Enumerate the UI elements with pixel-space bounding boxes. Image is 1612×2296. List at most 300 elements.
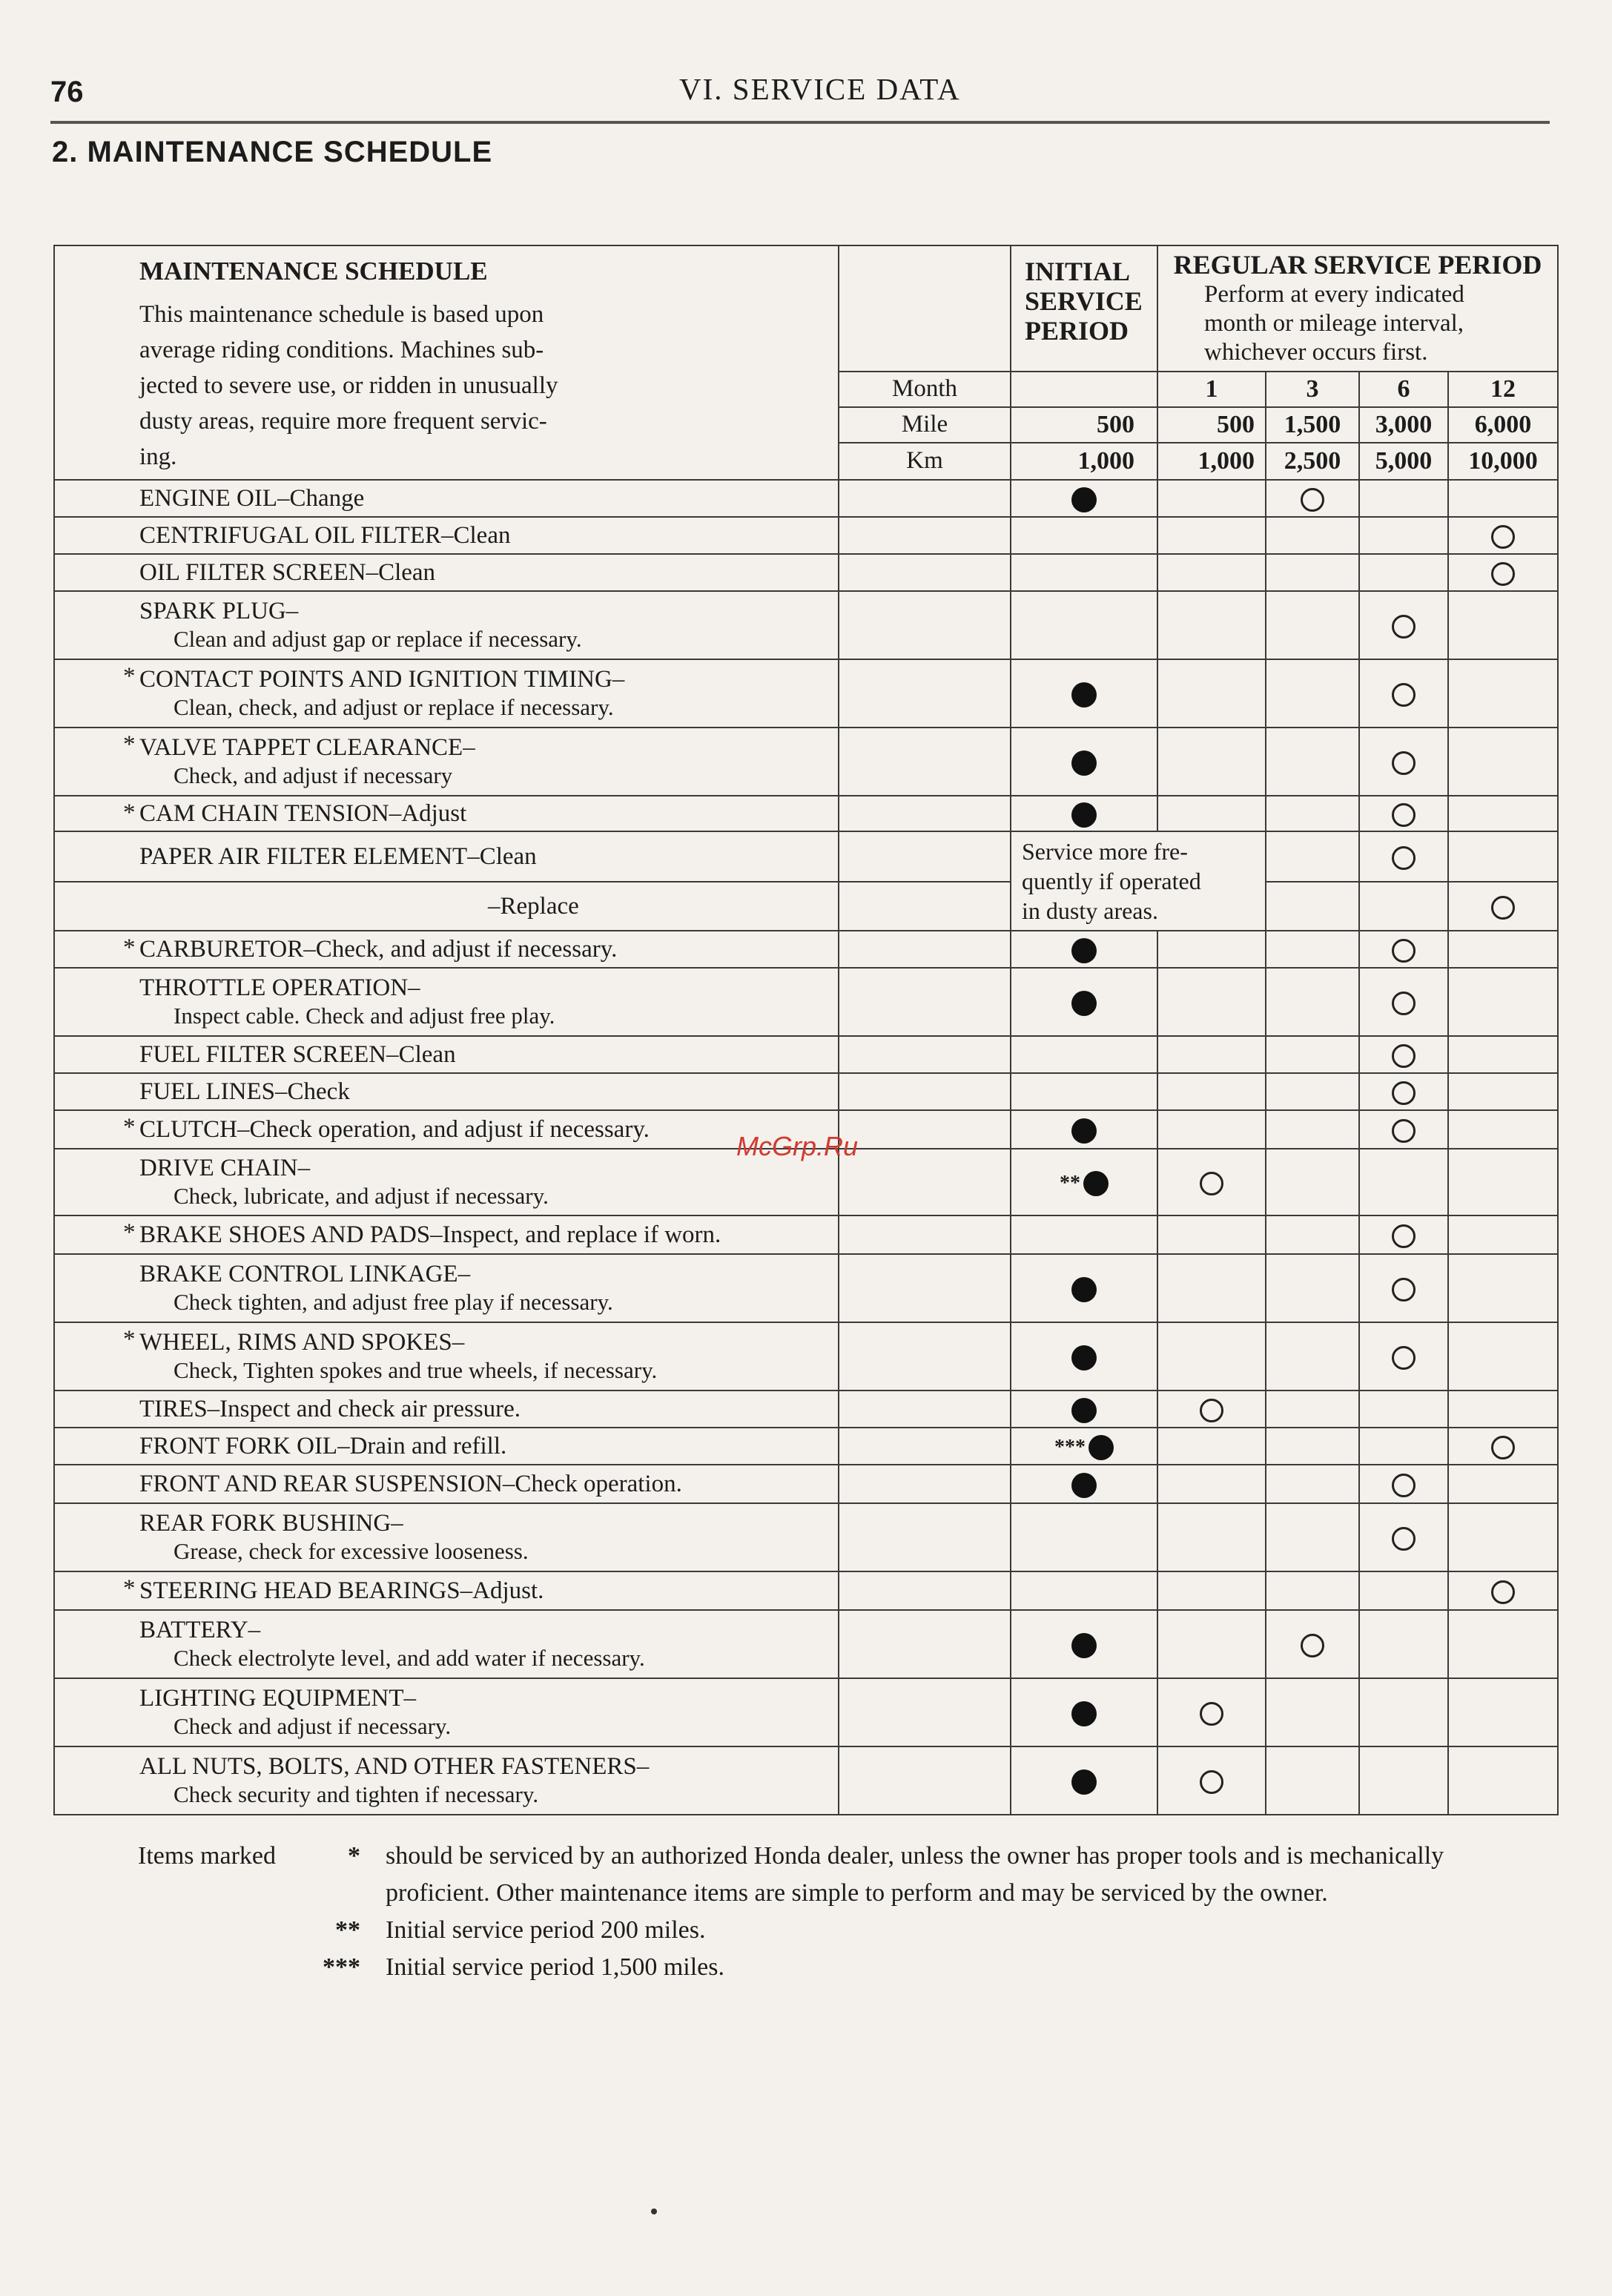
item-cell [54, 1036, 839, 1073]
units-cell [839, 480, 1011, 517]
item-title: VALVE TAPPET CLEARANCE– [139, 734, 475, 761]
open-circle-icon [1392, 803, 1416, 827]
period-12-cell [1448, 728, 1558, 796]
initial-service-cell [1011, 931, 1157, 968]
period-3-cell [1266, 1391, 1359, 1428]
footnote-symbol: * [348, 1842, 360, 1870]
period-3-cell [1266, 1428, 1359, 1465]
intro-line: dusty areas, require more frequent servic- [139, 408, 547, 435]
open-circle-icon [1301, 488, 1324, 512]
period-1-cell [1157, 1322, 1266, 1391]
period-3-cell [1266, 968, 1359, 1036]
intro-line: average riding conditions. Machines sub- [139, 337, 544, 363]
table-row [54, 931, 1558, 968]
item-title: BRAKE SHOES AND PADS–Inspect, and replace if worn. [139, 1221, 721, 1248]
table-row [54, 554, 1558, 591]
period-6-cell [1359, 1465, 1448, 1503]
km-value: 10,000 [1448, 443, 1558, 480]
units-cell [839, 1571, 1011, 1610]
initial-service-cell [1011, 1610, 1157, 1678]
period-1-cell [1157, 968, 1266, 1036]
dusty-areas-note: Service more fre- quently if operated in dusty areas. [1011, 831, 1266, 931]
regular-line: Perform at every indicated [1204, 281, 1464, 308]
initial-service-cell [1011, 728, 1157, 796]
period-6-cell [1359, 831, 1448, 882]
initial-month-cell [1011, 372, 1157, 407]
filled-dot-icon [1089, 1435, 1114, 1460]
units-cell [839, 1746, 1011, 1815]
dealer-service-mark: * [123, 731, 136, 758]
table-row [54, 1465, 1558, 1503]
filled-dot-icon [1071, 938, 1097, 963]
units-cell [839, 1149, 1011, 1215]
open-circle-icon [1392, 1346, 1416, 1370]
item-description: Clean, check, and adjust or replace if necessary. [174, 694, 614, 720]
units-cell [839, 1110, 1011, 1149]
period-3-cell [1266, 517, 1359, 554]
item-cell [54, 882, 839, 931]
item-title: FRONT FORK OIL–Drain and refill. [139, 1433, 507, 1459]
table-row [54, 1571, 1558, 1610]
period-12-cell [1448, 1073, 1558, 1110]
month-value: 6 [1359, 372, 1448, 407]
initial-header-line: INITIAL [1025, 257, 1131, 286]
period-3-cell [1266, 1215, 1359, 1254]
open-circle-icon [1491, 1580, 1515, 1604]
filled-dot-icon [1071, 751, 1097, 776]
period-1-cell [1157, 1610, 1266, 1678]
open-circle-icon [1491, 1436, 1515, 1459]
mile-value: 3,000 [1359, 407, 1448, 443]
dealer-service-mark: * [123, 1114, 136, 1141]
table-row [54, 831, 1558, 882]
period-3-cell [1266, 1110, 1359, 1149]
item-cell [54, 1391, 839, 1428]
table-row [54, 1322, 1558, 1391]
item-cell [54, 659, 839, 728]
open-circle-icon [1491, 896, 1515, 920]
period-1-cell [1157, 1571, 1266, 1610]
period-3-cell [1266, 831, 1359, 882]
open-circle-icon [1200, 1702, 1223, 1726]
intro-line: ing. [139, 443, 177, 470]
table-row [54, 591, 1558, 659]
table-row [54, 1678, 1558, 1746]
table-row [54, 1428, 1558, 1465]
item-cell [54, 554, 839, 591]
mile-value: 1,500 [1266, 407, 1359, 443]
regular-line: whichever occurs first. [1204, 339, 1428, 366]
period-1-cell [1157, 728, 1266, 796]
item-cell [54, 1073, 839, 1110]
open-circle-icon [1200, 1399, 1223, 1422]
dealer-service-mark: * [123, 934, 136, 961]
mile-label: Mile [839, 407, 1011, 443]
period-3-cell [1266, 659, 1359, 728]
initial-service-cell [1011, 1322, 1157, 1391]
footnote-text: should be serviced by an authorized Honda dealer, unless the owner has proper tools and is mechanically proficient. Other maintenance items are simple to perform and may be serviced by the owner. [386, 1842, 1444, 1907]
intro-text [139, 297, 825, 475]
units-cell [839, 968, 1011, 1036]
initial-service-cell [1011, 554, 1157, 591]
item-description: Clean and adjust gap or replace if necessary. [174, 626, 582, 652]
period-6-cell [1359, 1428, 1448, 1465]
initial-service-cell [1011, 1110, 1157, 1149]
initial-service-cell [1011, 1678, 1157, 1746]
filled-dot-icon [1083, 1171, 1109, 1196]
regular-service-text [1163, 280, 1553, 367]
filled-dot-icon [1071, 802, 1097, 828]
item-description: Grease, check for excessive looseness. [174, 1538, 529, 1564]
item-title: FUEL LINES–Check [139, 1078, 350, 1105]
period-12-cell [1448, 1254, 1558, 1322]
print-speck [651, 2208, 657, 2214]
footnote-mark: ** [1060, 1171, 1080, 1195]
open-circle-icon [1392, 1119, 1416, 1143]
footnotes [138, 1838, 1532, 1986]
item-title: CENTRIFUGAL OIL FILTER–Clean [139, 522, 511, 549]
units-cell [839, 1036, 1011, 1073]
period-6-cell [1359, 1571, 1448, 1610]
footnote-symbol: ** [335, 1916, 360, 1944]
period-3-cell [1266, 1571, 1359, 1610]
item-title: REAR FORK BUSHING– [139, 1510, 403, 1537]
filled-dot-icon [1071, 991, 1097, 1016]
period-6-cell [1359, 1678, 1448, 1746]
open-circle-icon [1392, 683, 1416, 707]
item-cell [54, 480, 839, 517]
footnote-text: Initial service period 200 miles. [386, 1916, 706, 1944]
item-cell [54, 1610, 839, 1678]
initial-km-value: 1,000 [1011, 443, 1157, 480]
item-title: ENGINE OIL–Change [139, 485, 365, 512]
period-1-cell [1157, 1149, 1266, 1215]
period-12-cell [1448, 1610, 1558, 1678]
period-12-cell [1448, 796, 1558, 831]
item-cell [54, 796, 839, 831]
initial-service-cell [1011, 968, 1157, 1036]
item-description: Check, Tighten spokes and true wheels, if necessary. [174, 1357, 658, 1383]
units-cell [839, 1610, 1011, 1678]
period-3-cell [1266, 882, 1359, 931]
item-cell [54, 1428, 839, 1465]
item-title: CONTACT POINTS AND IGNITION TIMING– [139, 666, 625, 693]
period-6-cell [1359, 1036, 1448, 1073]
period-1-cell [1157, 1391, 1266, 1428]
period-12-cell [1448, 1465, 1558, 1503]
period-3-cell [1266, 480, 1359, 517]
initial-service-cell [1011, 796, 1157, 831]
period-12-cell [1448, 882, 1558, 931]
period-1-cell [1157, 796, 1266, 831]
item-title: SPARK PLUG– [139, 598, 299, 624]
item-title: BRAKE CONTROL LINKAGE– [139, 1261, 471, 1287]
table-row [54, 968, 1558, 1036]
footnote-row [138, 1838, 1532, 1912]
period-6-cell [1359, 882, 1448, 931]
units-cell [839, 882, 1011, 931]
period-1-cell [1157, 480, 1266, 517]
period-3-cell [1266, 591, 1359, 659]
footnote-row [138, 1949, 1532, 1986]
item-cell [54, 1322, 839, 1391]
period-3-cell [1266, 1149, 1359, 1215]
open-circle-icon [1491, 525, 1515, 549]
period-12-cell [1448, 659, 1558, 728]
item-cell [54, 831, 839, 882]
open-circle-icon [1392, 1044, 1416, 1068]
filled-dot-icon [1071, 1769, 1097, 1795]
units-cell [839, 728, 1011, 796]
period-12-cell [1448, 554, 1558, 591]
period-1-cell [1157, 1215, 1266, 1254]
item-title: CAM CHAIN TENSION–Adjust [139, 800, 467, 827]
table-row [54, 728, 1558, 796]
units-cell [839, 554, 1011, 591]
period-3-cell [1266, 796, 1359, 831]
table-row [54, 1503, 1558, 1571]
period-3-cell [1266, 554, 1359, 591]
initial-service-cell [1011, 1428, 1157, 1465]
intro-line: jected to severe use, or ridden in unusually [139, 372, 558, 399]
open-circle-icon [1392, 939, 1416, 963]
intro-title: MAINTENANCE SCHEDULE [139, 257, 488, 286]
item-cell [54, 1465, 839, 1503]
filled-dot-icon [1071, 1701, 1097, 1726]
period-12-cell [1448, 1322, 1558, 1391]
period-6-cell [1359, 659, 1448, 728]
initial-service-cell [1011, 1254, 1157, 1322]
period-1-cell [1157, 1110, 1266, 1149]
filled-dot-icon [1071, 1473, 1097, 1498]
period-12-cell [1448, 831, 1558, 882]
initial-service-cell [1011, 1746, 1157, 1815]
period-12-cell [1448, 931, 1558, 968]
period-3-cell [1266, 728, 1359, 796]
period-3-cell [1266, 1503, 1359, 1571]
item-cell [54, 1503, 839, 1571]
table-row [54, 882, 1558, 931]
period-1-cell [1157, 517, 1266, 554]
item-title: FUEL FILTER SCREEN–Clean [139, 1041, 456, 1068]
item-cell [54, 1149, 839, 1215]
item-title: CARBURETOR–Check, and adjust if necessary. [139, 936, 618, 963]
month-value: 3 [1266, 372, 1359, 407]
period-6-cell [1359, 931, 1448, 968]
table-row [54, 796, 1558, 831]
filled-dot-icon [1071, 487, 1097, 512]
period-6-cell [1359, 1149, 1448, 1215]
chapter-title: VI. SERVICE DATA [679, 72, 961, 106]
filled-dot-icon [1071, 1118, 1097, 1144]
period-3-cell [1266, 1073, 1359, 1110]
initial-service-cell [1011, 1465, 1157, 1503]
units-cell [839, 1465, 1011, 1503]
item-title: LIGHTING EQUIPMENT– [139, 1685, 417, 1712]
open-circle-icon [1392, 1527, 1416, 1551]
intro-cell [54, 245, 839, 480]
mile-value: 500 [1157, 407, 1266, 443]
open-circle-icon [1200, 1770, 1223, 1794]
item-title: DRIVE CHAIN– [139, 1155, 311, 1181]
period-3-cell [1266, 1610, 1359, 1678]
open-circle-icon [1392, 846, 1416, 870]
km-value: 1,000 [1157, 443, 1266, 480]
open-circle-icon [1392, 1081, 1416, 1105]
period-6-cell [1359, 1073, 1448, 1110]
item-cell [54, 728, 839, 796]
item-description: Check tighten, and adjust free play if necessary. [174, 1289, 613, 1315]
period-6-cell [1359, 480, 1448, 517]
item-cell [54, 1746, 839, 1815]
table-row [54, 1036, 1558, 1073]
initial-service-cell [1011, 1073, 1157, 1110]
open-circle-icon [1392, 1278, 1416, 1302]
period-12-cell [1448, 1110, 1558, 1149]
period-3-cell [1266, 931, 1359, 968]
item-title: BATTERY– [139, 1617, 261, 1643]
item-cell [54, 1215, 839, 1254]
initial-service-header [1011, 245, 1157, 372]
period-12-cell [1448, 1746, 1558, 1815]
dealer-service-mark: * [123, 1219, 136, 1246]
initial-service-cell [1011, 1215, 1157, 1254]
units-cell [839, 1428, 1011, 1465]
initial-service-cell [1011, 1571, 1157, 1610]
regular-service-title: REGULAR SERVICE PERIOD [1173, 250, 1542, 280]
table-row [54, 1073, 1558, 1110]
period-6-cell [1359, 1610, 1448, 1678]
period-3-cell [1266, 1465, 1359, 1503]
units-cell [839, 1503, 1011, 1571]
filled-dot-icon [1071, 1633, 1097, 1658]
units-cell [839, 796, 1011, 831]
period-1-cell [1157, 931, 1266, 968]
month-value: 12 [1448, 372, 1558, 407]
units-cell [839, 659, 1011, 728]
month-value: 1 [1157, 372, 1266, 407]
table-row [54, 1610, 1558, 1678]
month-label: Month [839, 372, 1011, 407]
item-title: TIRES–Inspect and check air pressure. [139, 1396, 521, 1422]
period-12-cell [1448, 1149, 1558, 1215]
units-cell [839, 517, 1011, 554]
item-title: ALL NUTS, BOLTS, AND OTHER FASTENERS– [139, 1753, 650, 1780]
period-12-cell [1448, 1571, 1558, 1610]
table-row [54, 659, 1558, 728]
period-1-cell [1157, 659, 1266, 728]
units-cell [839, 1391, 1011, 1428]
table-row [54, 1215, 1558, 1254]
item-description: Check and adjust if necessary. [174, 1713, 452, 1739]
item-title: –Replace [488, 893, 579, 920]
period-12-cell [1448, 1036, 1558, 1073]
units-cell [839, 1073, 1011, 1110]
period-12-cell [1448, 968, 1558, 1036]
period-12-cell [1448, 1215, 1558, 1254]
period-12-cell [1448, 591, 1558, 659]
initial-service-cell [1011, 591, 1157, 659]
period-12-cell [1448, 1503, 1558, 1571]
open-circle-icon [1392, 992, 1416, 1015]
item-description: Check, lubricate, and adjust if necessary. [174, 1183, 549, 1209]
initial-service-cell [1011, 1036, 1157, 1073]
period-12-cell [1448, 1428, 1558, 1465]
regular-service-header [1157, 245, 1558, 372]
item-description: Check electrolyte level, and add water if necessary. [174, 1645, 645, 1671]
period-6-cell [1359, 1746, 1448, 1815]
units-blank-cell [839, 245, 1011, 372]
page-number: 76 [50, 76, 84, 108]
period-3-cell [1266, 1322, 1359, 1391]
period-6-cell [1359, 1503, 1448, 1571]
km-value: 2,500 [1266, 443, 1359, 480]
item-cell [54, 517, 839, 554]
item-title: THROTTLE OPERATION– [139, 974, 420, 1001]
period-6-cell [1359, 591, 1448, 659]
filled-dot-icon [1071, 682, 1097, 707]
period-3-cell [1266, 1254, 1359, 1322]
period-12-cell [1448, 1678, 1558, 1746]
km-value: 5,000 [1359, 443, 1448, 480]
item-title: PAPER AIR FILTER ELEMENT–Clean [139, 843, 537, 871]
header-rule [50, 121, 1550, 124]
units-cell [839, 1322, 1011, 1391]
dealer-service-mark: * [123, 1326, 136, 1353]
period-6-cell [1359, 1322, 1448, 1391]
units-cell [839, 1678, 1011, 1746]
period-12-cell [1448, 1391, 1558, 1428]
km-label: Km [839, 443, 1011, 480]
units-cell [839, 1215, 1011, 1254]
initial-service-cell [1011, 480, 1157, 517]
table-row [54, 1391, 1558, 1428]
open-circle-icon [1392, 1474, 1416, 1497]
period-1-cell [1157, 591, 1266, 659]
period-12-cell [1448, 480, 1558, 517]
period-1-cell [1157, 1428, 1266, 1465]
period-6-cell [1359, 968, 1448, 1036]
table-row [54, 1254, 1558, 1322]
item-cell [54, 1678, 839, 1746]
period-6-cell [1359, 1254, 1448, 1322]
period-6-cell [1359, 1215, 1448, 1254]
section-title: 2. MAINTENANCE SCHEDULE [52, 136, 493, 168]
initial-service-cell [1011, 517, 1157, 554]
initial-service-cell [1011, 1149, 1157, 1215]
units-cell [839, 931, 1011, 968]
initial-service-cell [1011, 1391, 1157, 1428]
item-title: STEERING HEAD BEARINGS–Adjust. [139, 1577, 544, 1604]
item-cell [54, 1110, 839, 1149]
period-6-cell [1359, 554, 1448, 591]
open-circle-icon [1301, 1634, 1324, 1657]
footnote-symbol: *** [323, 1953, 360, 1981]
item-title: OIL FILTER SCREEN–Clean [139, 559, 436, 586]
footnote-text: Initial service period 1,500 miles. [386, 1953, 724, 1981]
initial-header-line: PERIOD [1025, 316, 1129, 346]
filled-dot-icon [1071, 1345, 1097, 1370]
period-1-cell [1157, 554, 1266, 591]
units-cell [839, 591, 1011, 659]
period-12-cell [1448, 517, 1558, 554]
item-title: WHEEL, RIMS AND SPOKES– [139, 1329, 465, 1356]
footnote-lead: Items marked [138, 1842, 276, 1870]
units-cell [839, 831, 1011, 882]
item-cell [54, 591, 839, 659]
watermark-text: McGrp.Ru [736, 1131, 859, 1161]
open-circle-icon [1491, 562, 1515, 586]
